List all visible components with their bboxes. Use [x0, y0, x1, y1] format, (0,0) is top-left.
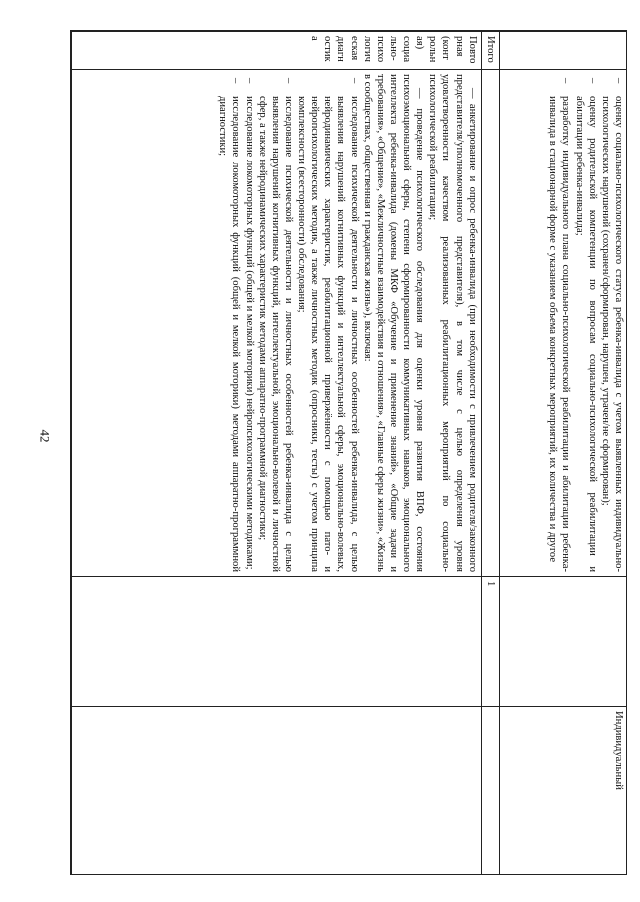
repeat-diagnostics-content [72, 70, 482, 577]
form-cell: Индивидуальный [499, 707, 627, 876]
paragraph: — проведение психологического обследования для оценки уровня развития ВПФ, состояния психоэмоциональной сферы, степени сформированности коммуникативных навыков, эмоционального интеллекта ребенка-инвалида (домены МКФ «Обучение и применение знаний», «Общие задачи и требования», «Общение», «Межличностные взаимодействия и отношения», «Главные сферы жизни», «Жизнь в сообществах, общественная и гражданская жизнь»), включая: [361, 74, 426, 572]
repeat-count-empty [72, 577, 482, 707]
list-item: – оценку социально-психологического статуса ребенка-инвалида с учетом выявленных индивидуально-психологических нарушений (сохранен/сформирован, нарушен, утрачен/не сформирован); [599, 74, 625, 572]
list-item: – исследование локомоторных функций (общей и мелкой моторики) методами аппаратно-программной диагностики; [216, 74, 242, 572]
repeat-diagnostics-row [72, 32, 482, 876]
repeat-diagnostics-label: Повторная (контрольная) социально-психологическая диагностика [72, 32, 482, 70]
paragraph: — анкетирование и опрос ребенка-инвалида (при необходимости с привлечением родителя/законного представителя/уполномоченного представителя), в том числе с целью определения уровня удовлетворенности качеством реализованных реабилитационных мероприятий по социально-психологической реабилитации; [427, 74, 478, 572]
list-item: – оценку родительской компетенции по вопросам социально-психологической реабилитации и абилитации ребенка-инвалида; [573, 74, 599, 572]
total-form-empty [481, 707, 499, 876]
rehabilitation-table [71, 31, 627, 875]
list-item: – исследование психической деятельности и личностных особенностей ребенка-инвалида, с целью выявления нарушений когнитивных функций и интеллектуальной сферы, эмоционально-волевых, нейродинамических характеристик, реабилитационной привержённости с помощью пато- и нейропсихологических методик, а также личностных методик (опросники, тесты) с учетом принципа комплексности (всесторонности) обследования; [295, 74, 361, 572]
total-content-empty [481, 70, 499, 577]
type-cell-empty [499, 32, 627, 70]
total-row [481, 32, 499, 876]
document-table-frame [70, 30, 627, 875]
content-cell [499, 70, 627, 577]
list-item: – разработку индивидуального плана социально-психологической реабилитации и абилитации ребенка-инвалида в стационарной форме с указанием объема конкретных мероприятий, их количества и другое [546, 74, 572, 572]
list-item: – исследование психической деятельности и личностных особенностей ребенка-инвалида с целью выявления нарушений когнитивных функций, интеллектуальной, эмоционально-волевой и личностной сфер, а также нейродинамических характеристик методами аппаратно-программной диагностики; [256, 74, 295, 572]
total-count: 1 [481, 577, 499, 707]
top-row [499, 32, 627, 876]
page-number: 42 [37, 429, 53, 443]
total-label: Итого [481, 32, 499, 70]
assessment-list [546, 74, 625, 572]
repeat-form-empty [72, 707, 482, 876]
count-cell-empty [499, 577, 627, 707]
rotated-table-content [71, 31, 627, 875]
study-list [216, 74, 360, 572]
list-item: – исследование локомоторных функций (общей и мелкой моторики) нейропсихологическими методиками; [242, 74, 255, 572]
